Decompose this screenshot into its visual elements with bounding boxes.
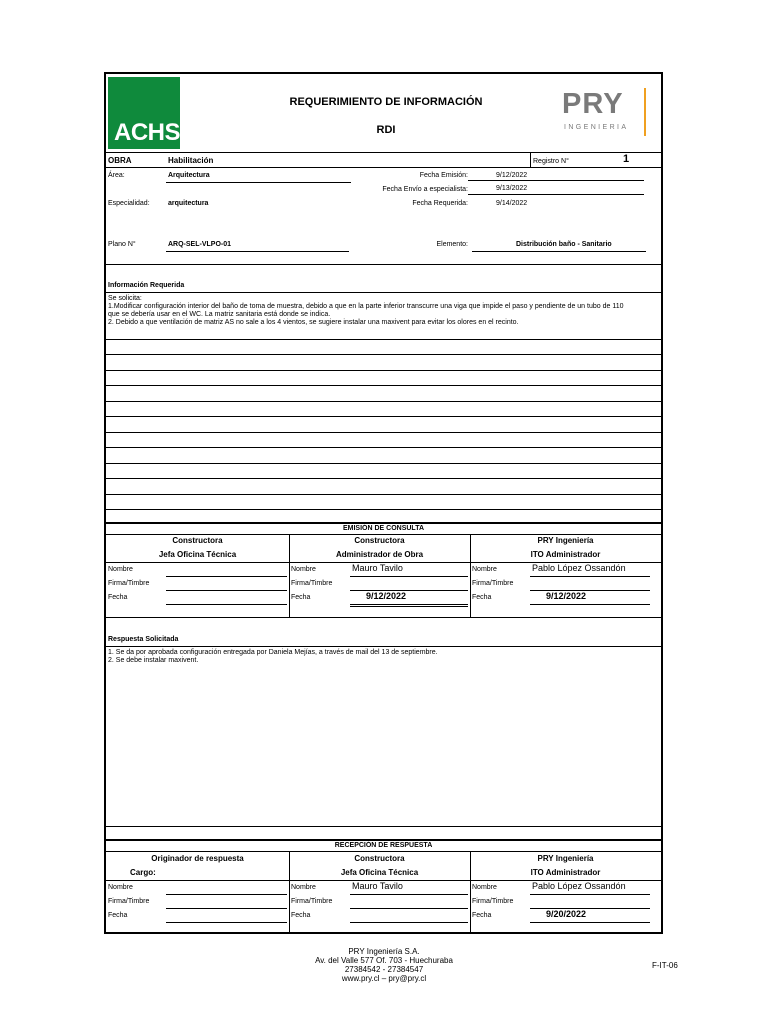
emision-col2-fecha-label: Fecha <box>291 594 311 601</box>
emision-col3-firma-label: Firma/Timbre <box>472 580 514 587</box>
recepcion-col1-cargo: Cargo: <box>130 868 156 877</box>
emision-col2-role: Administrador de Obra <box>335 550 424 559</box>
footer-form-code: F-IT-06 <box>652 961 678 970</box>
emision-col3-nombre-label: Nombre <box>472 566 497 573</box>
recepcion-col3-role: ITO Administrador <box>530 868 601 877</box>
recepcion-col2-nombre: Mauro Tavilo <box>352 881 403 891</box>
recepcion-col2-role: Jefa Oficina Técnica <box>340 868 419 877</box>
rdi-form <box>104 72 663 934</box>
emision-col2-nombre-label: Nombre <box>291 566 316 573</box>
emision-col3-fecha: 9/12/2022 <box>546 591 587 601</box>
emision-col3-fecha-label: Fecha <box>472 594 492 601</box>
respuesta-line-2: 2. Se debe instalar maxivent. <box>108 657 199 664</box>
emision-heading: EMISIÓN DE CONSULTA <box>342 525 425 532</box>
registro-label: Registro N° <box>533 158 569 165</box>
emision-col1-fecha-label: Fecha <box>108 594 128 601</box>
recepcion-col2-nombre-label: Nombre <box>291 884 316 891</box>
fecha-envio-value: 9/13/2022 <box>496 185 528 192</box>
respuesta-heading: Respuesta Solicitada <box>108 636 179 643</box>
obra-label: OBRA <box>108 156 132 165</box>
form-subtitle: RDI <box>376 124 396 136</box>
plano-label: Plano N° <box>108 241 136 248</box>
recepcion-col3-title: PRY Ingeniería <box>537 854 594 863</box>
recepcion-col3-firma-label: Firma/Timbre <box>472 898 514 905</box>
informacion-line-4: 2. Debido a que ventilación de matriz AS no sale a los 4 vientos, se sugiere instalar una maxivent para evitar los olores en el recinto. <box>108 319 519 326</box>
recepcion-col1-firma-label: Firma/Timbre <box>108 898 150 905</box>
area-label: Área: <box>108 172 125 179</box>
fecha-emision-label: Fecha Emisión: <box>419 172 468 179</box>
form-title: REQUERIMIENTO DE INFORMACIÓN <box>289 96 483 108</box>
recepcion-col2-title: Constructora <box>354 854 405 863</box>
emision-col2-fecha: 9/12/2022 <box>366 591 407 601</box>
achs-logo <box>108 77 180 149</box>
informacion-heading: Información Requerida <box>108 282 185 289</box>
recepcion-col1-title: Originador de respuesta <box>151 854 244 863</box>
emision-col2-firma-label: Firma/Timbre <box>291 580 333 587</box>
pry-logo-text: PRY <box>562 88 624 120</box>
elemento-label: Elemento: <box>436 241 468 248</box>
emision-col1-role: Jefa Oficina Técnica <box>158 550 237 559</box>
pry-logo-subtext: INGENIERIA <box>564 124 629 131</box>
recepcion-col3-fecha-label: Fecha <box>472 912 492 919</box>
fecha-envio-label: Fecha Envío a especialista: <box>382 186 468 193</box>
emision-col2-title: Constructora <box>354 536 405 545</box>
elemento-value: Distribución baño - Sanitario <box>516 241 612 248</box>
achs-logo-text: ACHS <box>114 119 181 146</box>
fecha-requerida-label: Fecha Requerida: <box>412 200 468 207</box>
registro-value: 1 <box>623 153 630 165</box>
fecha-emision-value: 9/12/2022 <box>496 172 528 179</box>
recepcion-col1-nombre-label: Nombre <box>108 884 133 891</box>
informacion-line-2: 1.Modificar configuración interior del baño de toma de muestra, debido a que en la parte inferior transcurre una viga que impide el paso y pendiente de un tubo de 110 <box>108 303 624 310</box>
recepcion-col2-fecha-label: Fecha <box>291 912 311 919</box>
obra-value: Habilitación <box>168 156 214 165</box>
emision-col2-nombre: Mauro Tavilo <box>352 563 403 573</box>
recepcion-heading: RECEPCIÓN DE RESPUESTA <box>334 842 433 849</box>
informacion-line-3: que se debería usar en el WC. La matriz sanitaria está donde se indica. <box>108 311 331 318</box>
area-value: Arquitectura <box>168 172 210 179</box>
emision-col1-nombre-label: Nombre <box>108 566 133 573</box>
emision-col1-title: Constructora <box>172 536 223 545</box>
plano-value: ARQ-SEL-VLPO-01 <box>168 241 232 248</box>
especialidad-value: arquitectura <box>168 200 209 207</box>
pry-logo <box>558 86 654 142</box>
recepcion-col3-nombre: Pablo López Ossandón <box>532 881 626 891</box>
footer-web: www.pry.cl – pry@pry.cl <box>341 974 427 983</box>
recepcion-col1-fecha-label: Fecha <box>108 912 128 919</box>
emision-col3-role: ITO Administrador <box>530 550 601 559</box>
emision-col3-title: PRY Ingeniería <box>537 536 594 545</box>
respuesta-line-1: 1. Se da por aprobada configuración entregada por Daniela Mejías, a través de mail del 13 de septiembre. <box>108 649 438 656</box>
especialidad-label: Especialidad: <box>108 200 150 207</box>
footer-address: Av. del Valle 577 Of. 703 - Huechuraba <box>315 956 453 965</box>
emision-col1-firma-label: Firma/Timbre <box>108 580 150 587</box>
informacion-line-1: Se solicita: <box>108 295 142 302</box>
recepcion-col3-fecha: 9/20/2022 <box>546 909 587 919</box>
pry-logo-accent-bar <box>644 88 646 136</box>
footer-phones: 27384542 - 27384547 <box>344 965 424 974</box>
recepcion-col2-firma-label: Firma/Timbre <box>291 898 333 905</box>
footer-company: PRY Ingeniería S.A. <box>348 947 420 956</box>
recepcion-col3-nombre-label: Nombre <box>472 884 497 891</box>
emision-col3-nombre: Pablo López Ossandón <box>532 563 626 573</box>
fecha-requerida-value: 9/14/2022 <box>496 200 528 207</box>
